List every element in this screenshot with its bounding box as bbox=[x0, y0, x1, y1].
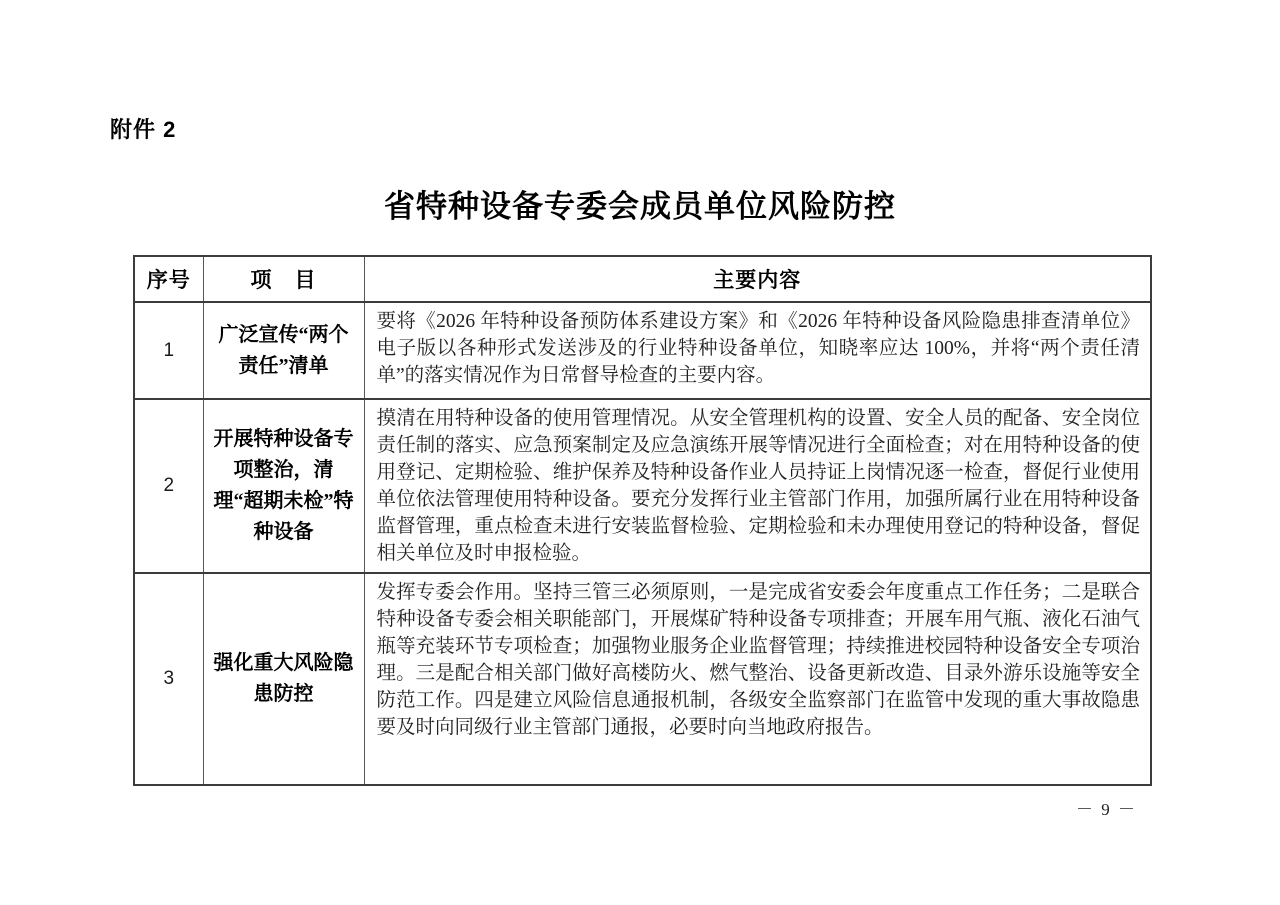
row-content: 摸清在用特种设备的使用管理情况。从安全管理机构的设置、安全人员的配备、安全岗位责任制的落实、应急预案制定及应急演练开展等情况进行全面检查；对在用特种设备的使用登记、定期检验、维护保养及特种设备作业人员持证上岗情况逐一检查，督促行业使用单位依法管理使用特种设备。要充分发挥行业主管部门作用，加强所属行业在用特种设备监督管理，重点检查未进行安装监督检验、定期检验和未办理使用登记的特种设备，督促相关单位及时申报检验。 bbox=[364, 399, 1151, 573]
table-row bbox=[134, 302, 1151, 399]
row-item: 强化重大风险隐患防控 bbox=[203, 573, 364, 785]
column-header-item: 项 目 bbox=[203, 256, 364, 302]
row-content: 要将《2026 年特种设备预防体系建设方案》和《2026 年特种设备风险隐患排查清单位》电子版以各种形式发送涉及的行业特种设备单位，知晓率应达 100%，并将“两个责任清单”的落实情况作为日常督导检查的主要内容。 bbox=[364, 302, 1151, 399]
page-number: － 9 － bbox=[1076, 800, 1137, 819]
row-item: 开展特种设备专项整治，清理“超期未检”特种设备 bbox=[203, 399, 364, 573]
column-header-no: 序号 bbox=[134, 256, 203, 302]
row-item: 广泛宣传“两个责任”清单 bbox=[203, 302, 364, 399]
table-row bbox=[134, 573, 1151, 785]
row-number: 2 bbox=[134, 399, 203, 573]
column-header-content: 主要内容 bbox=[364, 256, 1151, 302]
content-table bbox=[133, 255, 1152, 786]
table-row bbox=[134, 399, 1151, 573]
row-content: 发挥专委会作用。坚持三管三必须原则，一是完成省安委会年度重点工作任务；二是联合特种设备专委会相关职能部门，开展煤矿特种设备专项排查；开展车用气瓶、液化石油气瓶等充装环节专项检查；加强物业服务企业监督管理；持续推进校园特种设备安全专项治理。三是配合相关部门做好高楼防火、燃气整治、设备更新改造、目录外游乐设施等安全防范工作。四是建立风险信息通报机制，各级安全监察部门在监管中发现的重大事故隐患要及时向同级行业主管部门通报，必要时向当地政府报告。 bbox=[364, 573, 1151, 785]
table-header-row bbox=[134, 256, 1151, 302]
attachment-label: 附件 2 bbox=[110, 117, 177, 142]
page-title: 省特种设备专委会成员单位风险防控 bbox=[384, 189, 896, 224]
row-number: 1 bbox=[134, 302, 203, 399]
row-number: 3 bbox=[134, 573, 203, 785]
